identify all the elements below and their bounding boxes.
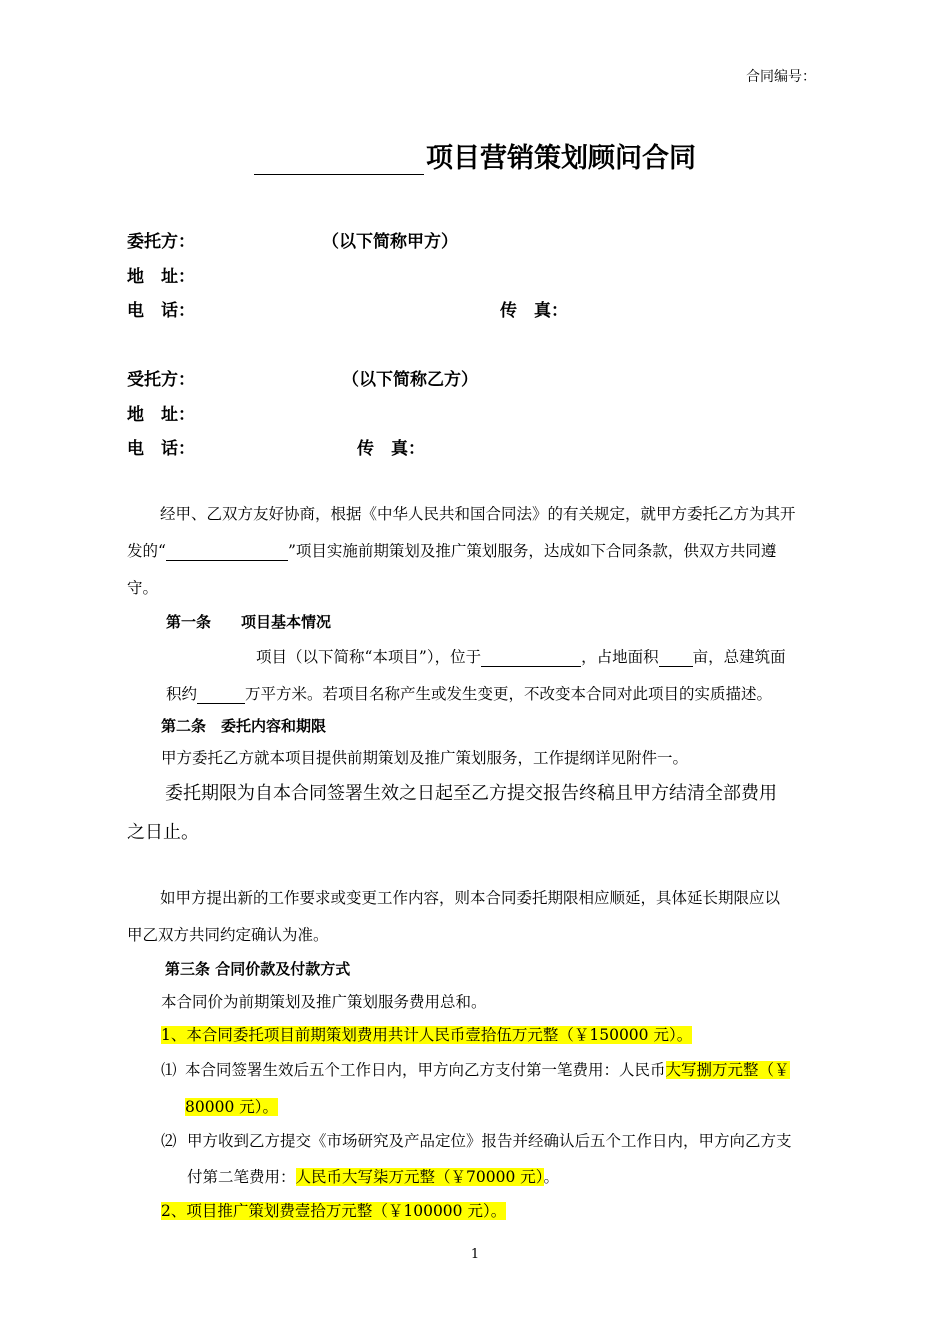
- article-2-line-2: 委托期限为自本合同签署生效之日起至乙方提交报告终稿且甲方结清全部费用: [165, 783, 777, 804]
- article-3-sub-2: 甲方收到乙方提交《市场研究及产品定位》报告并经确认后五个工作日内，甲方向乙方支: [187, 1132, 792, 1150]
- location-blank: [481, 650, 581, 667]
- article-3-heading: 第三条 合同价款及付款方式: [165, 960, 351, 978]
- article-3-sub-1: 本合同签署生效后五个工作日内，甲方向乙方支付第一笔费用：人民币大写捌万元整（￥: [185, 1061, 790, 1079]
- client-fax-label: 传 真：: [500, 301, 568, 321]
- agent-label: 受托方：: [127, 370, 195, 390]
- article-1-line-1: 项目（以下简称“本项目”），位于 ，占地面积 亩，总建筑面: [256, 648, 786, 666]
- contract-number-label: 合同编号：: [746, 69, 816, 85]
- article-2-heading: 第二条 委托内容和期限: [161, 717, 327, 735]
- article-3-sub-1-line-2: 80000 元）。: [185, 1098, 278, 1116]
- agent-address-label: 地 址：: [127, 405, 195, 425]
- building-area-blank: [197, 687, 245, 704]
- article-3-sub-2-num: ⑵: [161, 1132, 177, 1150]
- article-2-line-1: 甲方委托乙方就本项目提供前期策划及推广策划服务，工作提纲详见附件一。: [161, 749, 689, 767]
- agent-fax-label: 传 真：: [357, 439, 425, 459]
- page-number: 1: [470, 1247, 480, 1262]
- document-title: [0, 136, 950, 175]
- intro-line-3: 守。: [127, 579, 159, 597]
- client-phone-label: 电 话：: [127, 301, 195, 321]
- article-3-line-1: 本合同价为前期策划及推广策划服务费用总和。: [161, 993, 487, 1011]
- article-2-line-5: 甲乙双方共同约定确认为准。: [127, 926, 329, 944]
- article-2-line-4: 如甲方提出新的工作要求或变更工作内容，则本合同委托期限相应顺延，具体延长期限应以: [160, 889, 781, 907]
- client-abbr: （以下简称甲方）: [322, 232, 458, 252]
- agent-phone-label: 电 话：: [127, 439, 195, 459]
- article-3-item-1: 1、本合同委托项目前期策划费用共计人民币壹拾伍万元整（￥150000 元）。: [161, 1026, 693, 1044]
- intro-line-1: 经甲、乙双方友好协商，根据《中华人民共和国合同法》的有关规定，就甲方委托乙方为其开: [160, 505, 796, 523]
- client-address-label: 地 址：: [127, 267, 195, 287]
- intro-line-2: 发的“ ”项目实施前期策划及推广策划服务，达成如下合同条款，供双方共同遵: [127, 542, 777, 560]
- project-blank: [166, 544, 288, 561]
- article-1-heading: 第一条 项目基本情况: [166, 613, 332, 631]
- area-blank: [659, 650, 693, 667]
- article-3-sub-1-num: ⑴: [161, 1061, 177, 1079]
- title-text: 项目营销策划顾问合同: [426, 143, 696, 174]
- project-name-blank: [254, 148, 424, 175]
- article-1-line-2: 积约 万平方米。若项目名称产生或发生变更，不改变本合同对此项目的实质描述。: [166, 685, 773, 703]
- agent-abbr: （以下简称乙方）: [342, 370, 478, 390]
- client-label: 委托方：: [127, 232, 195, 252]
- article-2-line-3: 之日止。: [127, 822, 199, 843]
- article-3-item-2: 2、项目推广策划费壹拾万元整（￥100000 元）。: [161, 1202, 507, 1220]
- article-3-sub-2-line-2: 付第二笔费用：人民币大写柒万元整（￥70000 元）。: [187, 1168, 560, 1186]
